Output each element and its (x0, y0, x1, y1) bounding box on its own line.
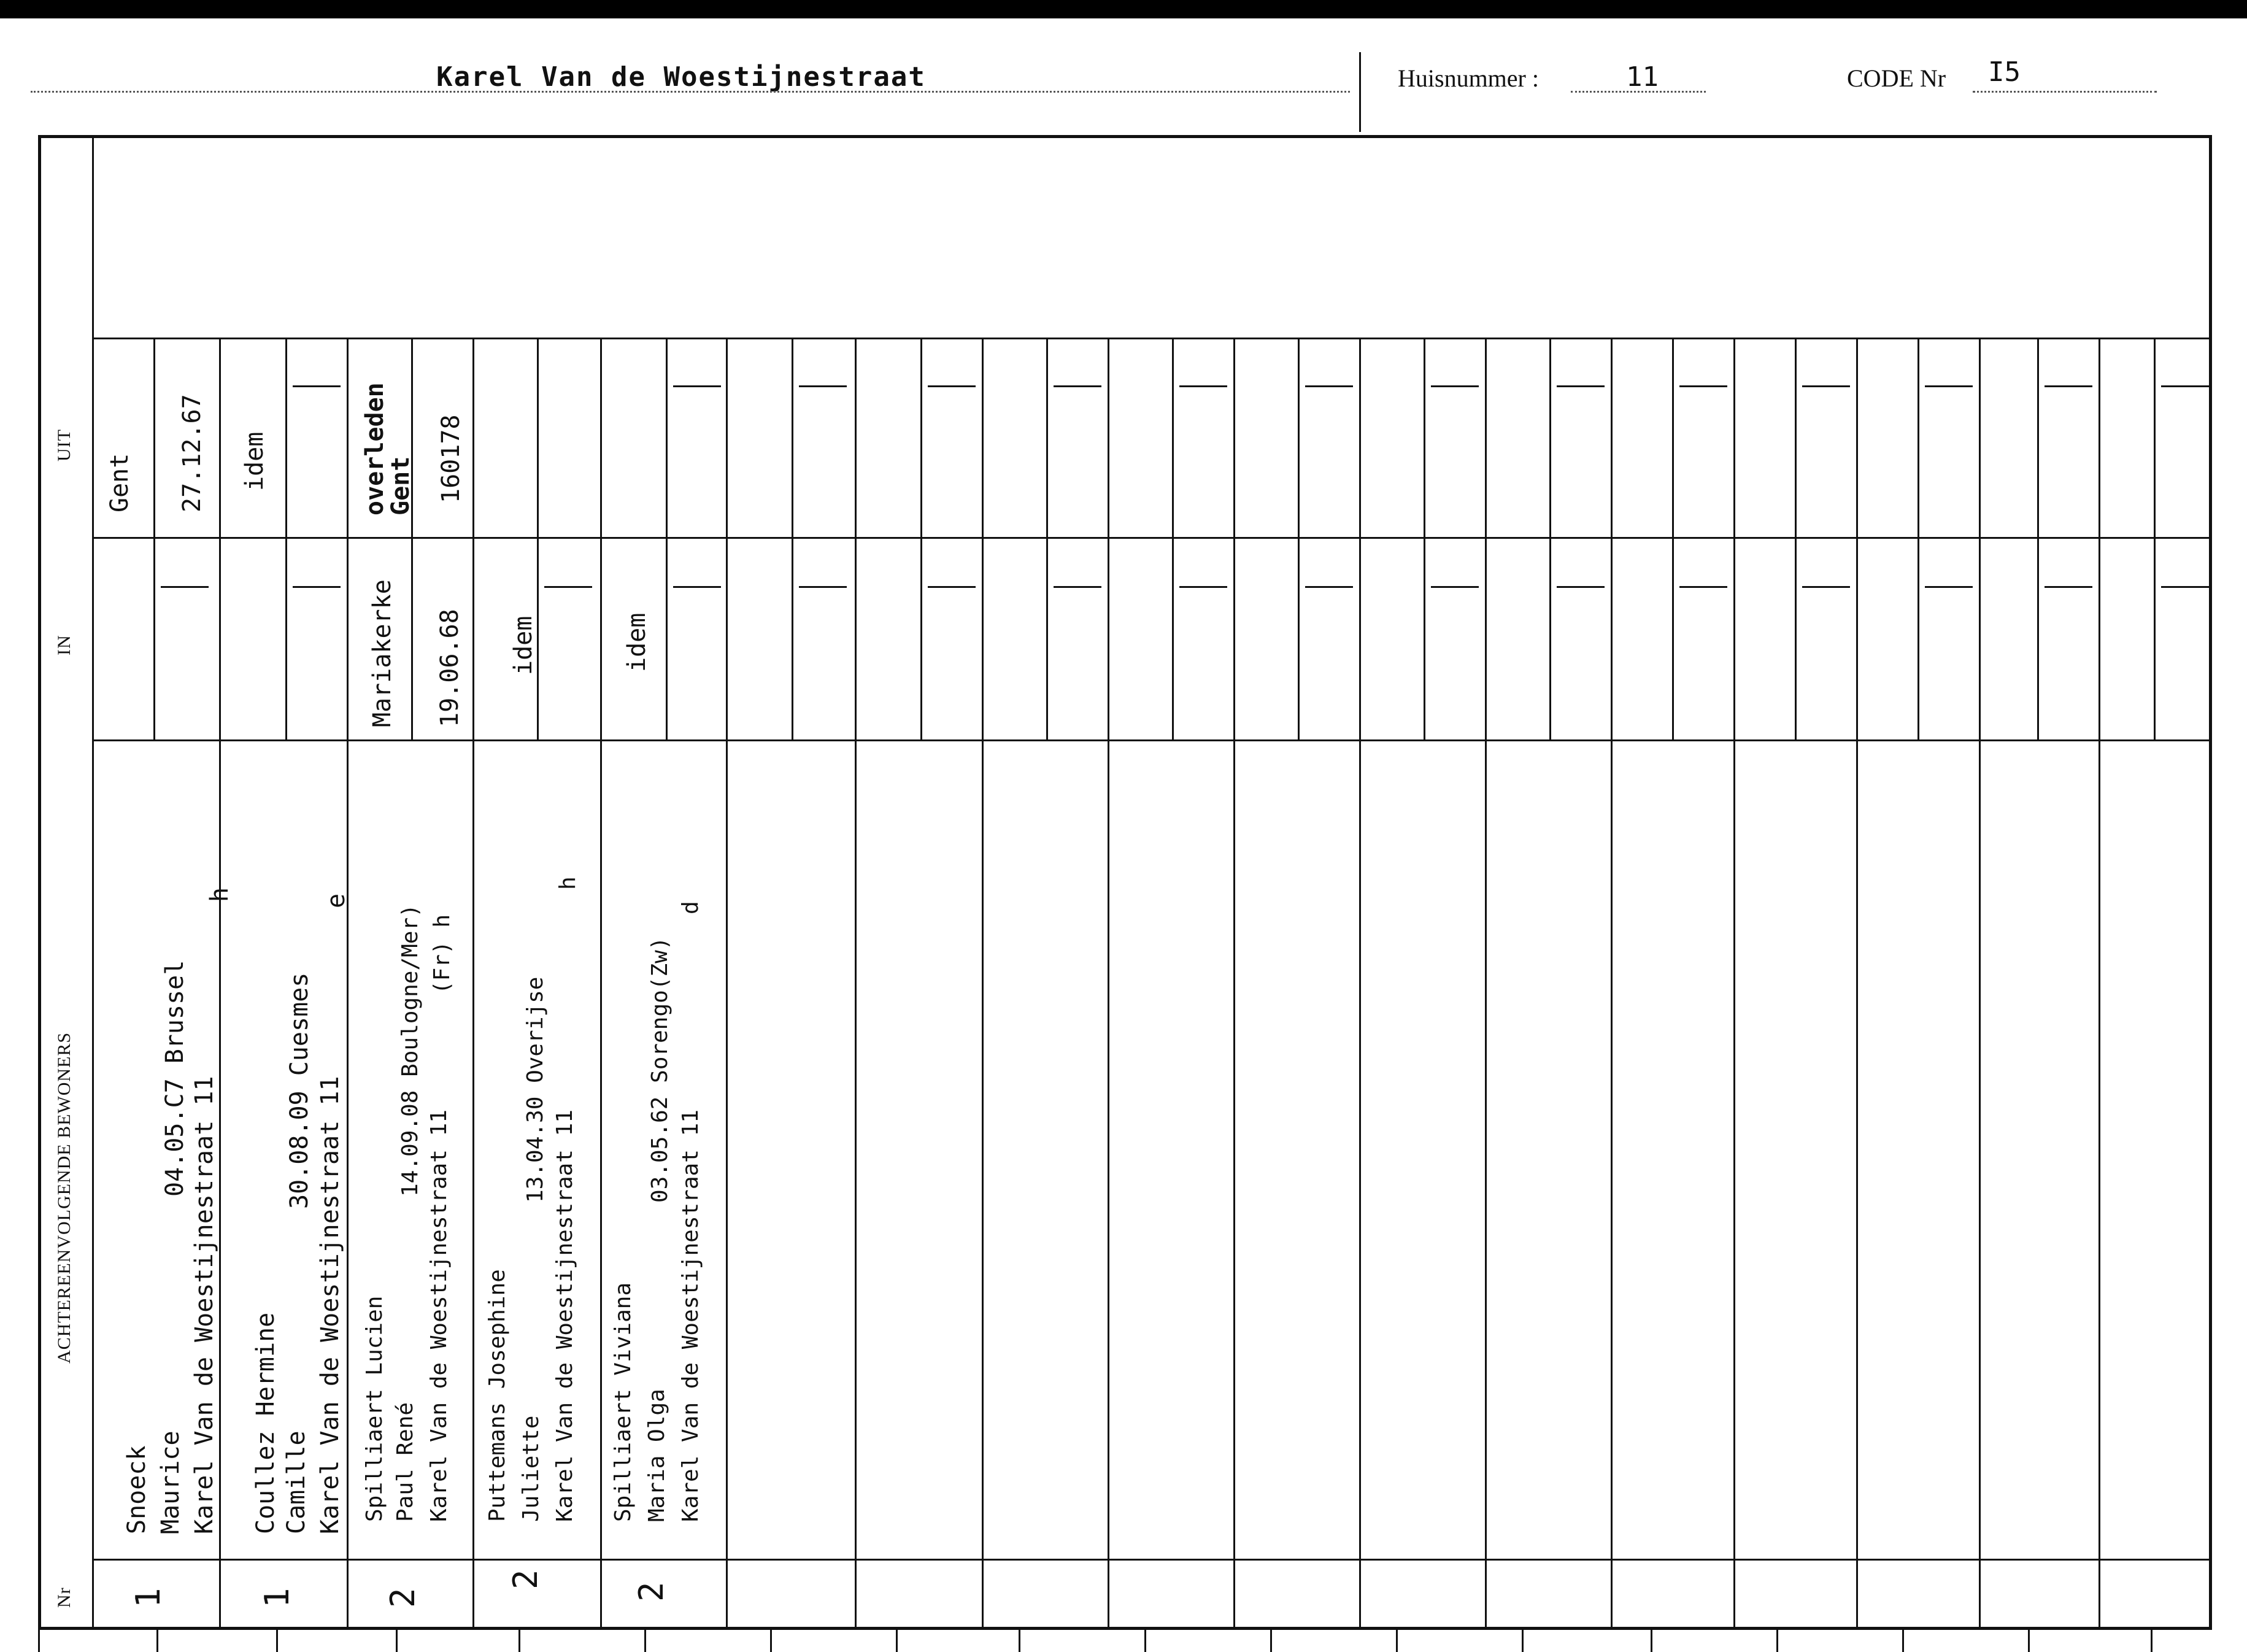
section-label-uit: UIT (54, 429, 74, 461)
row-1-resident-birth: 04.05.C7 Brussel (161, 960, 189, 1197)
empty-cell-dash (1054, 586, 1101, 588)
row-4-resident-name: Juliette (518, 1415, 544, 1522)
row-3-in-date: 19.06.68 (436, 609, 464, 727)
row-3-resident-birth: 14.09.08 Boulogne/Mer) (398, 904, 423, 1197)
row-5-resident-line1: Spilliaert Viviana (611, 1282, 636, 1522)
row-1-resident-mark: h (206, 887, 234, 902)
column-divider (726, 338, 728, 1630)
half-column-divider (1917, 338, 1919, 739)
scan-top-border (0, 0, 2247, 18)
row-2-resident-line1: Coullez Hermine (252, 1312, 280, 1534)
code-value: I5 (1988, 56, 2021, 88)
bottom-tick (2028, 1630, 2030, 1652)
house-number-label: Huisnummer : (1398, 64, 1539, 92)
column-divider (2099, 338, 2100, 1630)
row-2-uit-place: idem (241, 431, 269, 491)
row-2-resident-name: Camille (282, 1430, 310, 1534)
row-5-resident-birth: 03.05.62 Sorengo(Zw) (647, 936, 673, 1203)
row-4-resident-mark: h (555, 876, 580, 890)
row-1-resident-address: Karel Van de Woestijnestraat 11 (190, 1076, 218, 1534)
empty-cell-dash (799, 586, 847, 588)
column-divider (1485, 338, 1487, 1630)
row-5-nr: 2 (632, 1581, 671, 1602)
row-4-nr: 2 (506, 1569, 545, 1589)
empty-cell-dash (1305, 385, 1353, 387)
column-divider (1611, 338, 1613, 1630)
column-divider (1856, 338, 1858, 1630)
empty-cell-dash (1305, 586, 1353, 588)
row-3-nr: 2 (383, 1588, 422, 1608)
column-divider (600, 338, 602, 1630)
row-3-resident-line1: Spilliaert Lucien (362, 1295, 387, 1522)
street-name: Karel Van de Woestijnestraat (436, 61, 926, 93)
section-label-residents: ACHTEREENVOLGENDE BEWONERS (54, 1032, 74, 1364)
row-1-nr: 1 (129, 1588, 168, 1608)
row-4-in-place: idem (509, 616, 538, 675)
section-divider (93, 739, 2212, 741)
half-column-divider (792, 338, 793, 739)
column-divider (982, 338, 984, 1630)
row-1-resident-line1: Snoeck (123, 1445, 151, 1534)
half-column-divider (1172, 338, 1174, 739)
row-1-resident-name: Maurice (156, 1430, 185, 1534)
row-5-in-place: idem (623, 612, 651, 672)
row-5-resident-name: Maria Olga (644, 1389, 669, 1522)
row-2-nr: 1 (258, 1588, 296, 1608)
row-3-uit-place: overleden Gent (361, 382, 415, 515)
empty-cell-dash (293, 385, 341, 387)
bottom-tick (1776, 1630, 1778, 1652)
empty-cell-dash (1925, 586, 1973, 588)
code-dotted-line (1973, 91, 2157, 93)
row-1-uit-date: 27.12.67 (178, 394, 206, 512)
row-3-uit-date: 160178 (437, 414, 465, 503)
column-divider (1359, 338, 1361, 1630)
column-divider (1233, 338, 1235, 1630)
street-dotted-line (31, 91, 1350, 93)
half-column-divider (1046, 338, 1048, 739)
empty-cell-dash (673, 385, 721, 387)
column-divider (1733, 338, 1735, 1630)
empty-cell-dash (1179, 385, 1227, 387)
half-column-divider (920, 338, 922, 739)
bottom-tick (896, 1630, 898, 1652)
empty-cell-dash (928, 385, 976, 387)
bottom-tick (156, 1630, 158, 1652)
empty-cell-dash (1679, 586, 1727, 588)
half-column-divider (1672, 338, 1674, 739)
bottom-tick (276, 1630, 278, 1652)
section-divider (93, 1559, 2212, 1561)
empty-cell-dash (1557, 385, 1605, 387)
bottom-tick (644, 1630, 646, 1652)
row-3-in-place: Mariakerke (368, 579, 396, 727)
empty-cell-dash (2045, 586, 2092, 588)
empty-cell-dash (928, 586, 976, 588)
half-column-divider (1298, 338, 1300, 739)
row-3-resident-name: Paul René (393, 1402, 418, 1522)
half-column-divider (666, 338, 668, 739)
code-label: CODE Nr (1847, 64, 1946, 92)
half-column-divider (1549, 338, 1551, 739)
bottom-tick (1270, 1630, 1272, 1652)
column-divider (1979, 338, 1981, 1630)
header-separator (1359, 52, 1361, 132)
label-column-divider (92, 135, 94, 1630)
bottom-tick (1396, 1630, 1398, 1652)
empty-cell-dash (1802, 586, 1850, 588)
row-2-resident-mark: e (322, 893, 350, 908)
half-column-divider (2037, 338, 2039, 739)
row-4-resident-birth: 13.04.30 Overijse (523, 976, 548, 1203)
bottom-tick (1651, 1630, 1652, 1652)
empty-cell-dash (1179, 586, 1227, 588)
row-3-resident-mark: (Fr) h (430, 914, 455, 994)
column-divider (855, 338, 857, 1630)
row-5-resident-mark: d (678, 901, 703, 914)
empty-cell-dash (1925, 385, 1973, 387)
row-4-resident-line1: Puttemans Josephine (485, 1269, 510, 1522)
row-1-uit-place: Gent (106, 453, 134, 512)
empty-cell-dash (2045, 385, 2092, 387)
house-number-value: 11 (1626, 61, 1659, 93)
half-column-divider (285, 338, 287, 739)
bottom-tick (2151, 1630, 2153, 1652)
empty-cell-dash (673, 586, 721, 588)
row-3-resident-address: Karel Van de Woestijnestraat 11 (426, 1110, 452, 1522)
half-column-divider (1424, 338, 1425, 739)
section-label-nr: Nr (54, 1587, 74, 1608)
empty-cell-dash (293, 586, 341, 588)
half-column-divider (537, 338, 539, 739)
half-column-divider (153, 338, 155, 739)
empty-cell-dash (1679, 385, 1727, 387)
bottom-tick (1019, 1630, 1020, 1652)
bottom-tick (1902, 1630, 1904, 1652)
bottom-tick (518, 1630, 520, 1652)
empty-cell-dash (2161, 586, 2209, 588)
row-2-resident-birth: 30.08.09 Cuesmes (285, 972, 314, 1209)
bottom-tick (770, 1630, 772, 1652)
column-divider (472, 338, 474, 1630)
column-divider (347, 338, 349, 1630)
row-5-resident-address: Karel Van de Woestijnestraat 11 (678, 1110, 703, 1522)
empty-cell-dash (799, 385, 847, 387)
empty-cell-dash (161, 586, 209, 588)
half-column-divider (1795, 338, 1797, 739)
row-2-resident-address: Karel Van de Woestijnestraat 11 (316, 1076, 344, 1534)
empty-cell-dash (1557, 586, 1605, 588)
section-label-in: IN (54, 635, 74, 655)
bottom-tick (1522, 1630, 1524, 1652)
column-divider (1108, 338, 1109, 1630)
bottom-tick (38, 1630, 40, 1652)
empty-cell-dash (1431, 586, 1479, 588)
column-divider (219, 338, 221, 1630)
empty-cell-dash (1802, 385, 1850, 387)
empty-cell-dash (544, 586, 592, 588)
bottom-tick (1144, 1630, 1146, 1652)
bottom-tick (396, 1630, 398, 1652)
row-4-resident-address: Karel Van de Woestijnestraat 11 (552, 1110, 577, 1522)
empty-cell-dash (2161, 385, 2209, 387)
empty-cell-dash (1431, 385, 1479, 387)
empty-cell-dash (1054, 385, 1101, 387)
half-column-divider (2154, 338, 2156, 739)
